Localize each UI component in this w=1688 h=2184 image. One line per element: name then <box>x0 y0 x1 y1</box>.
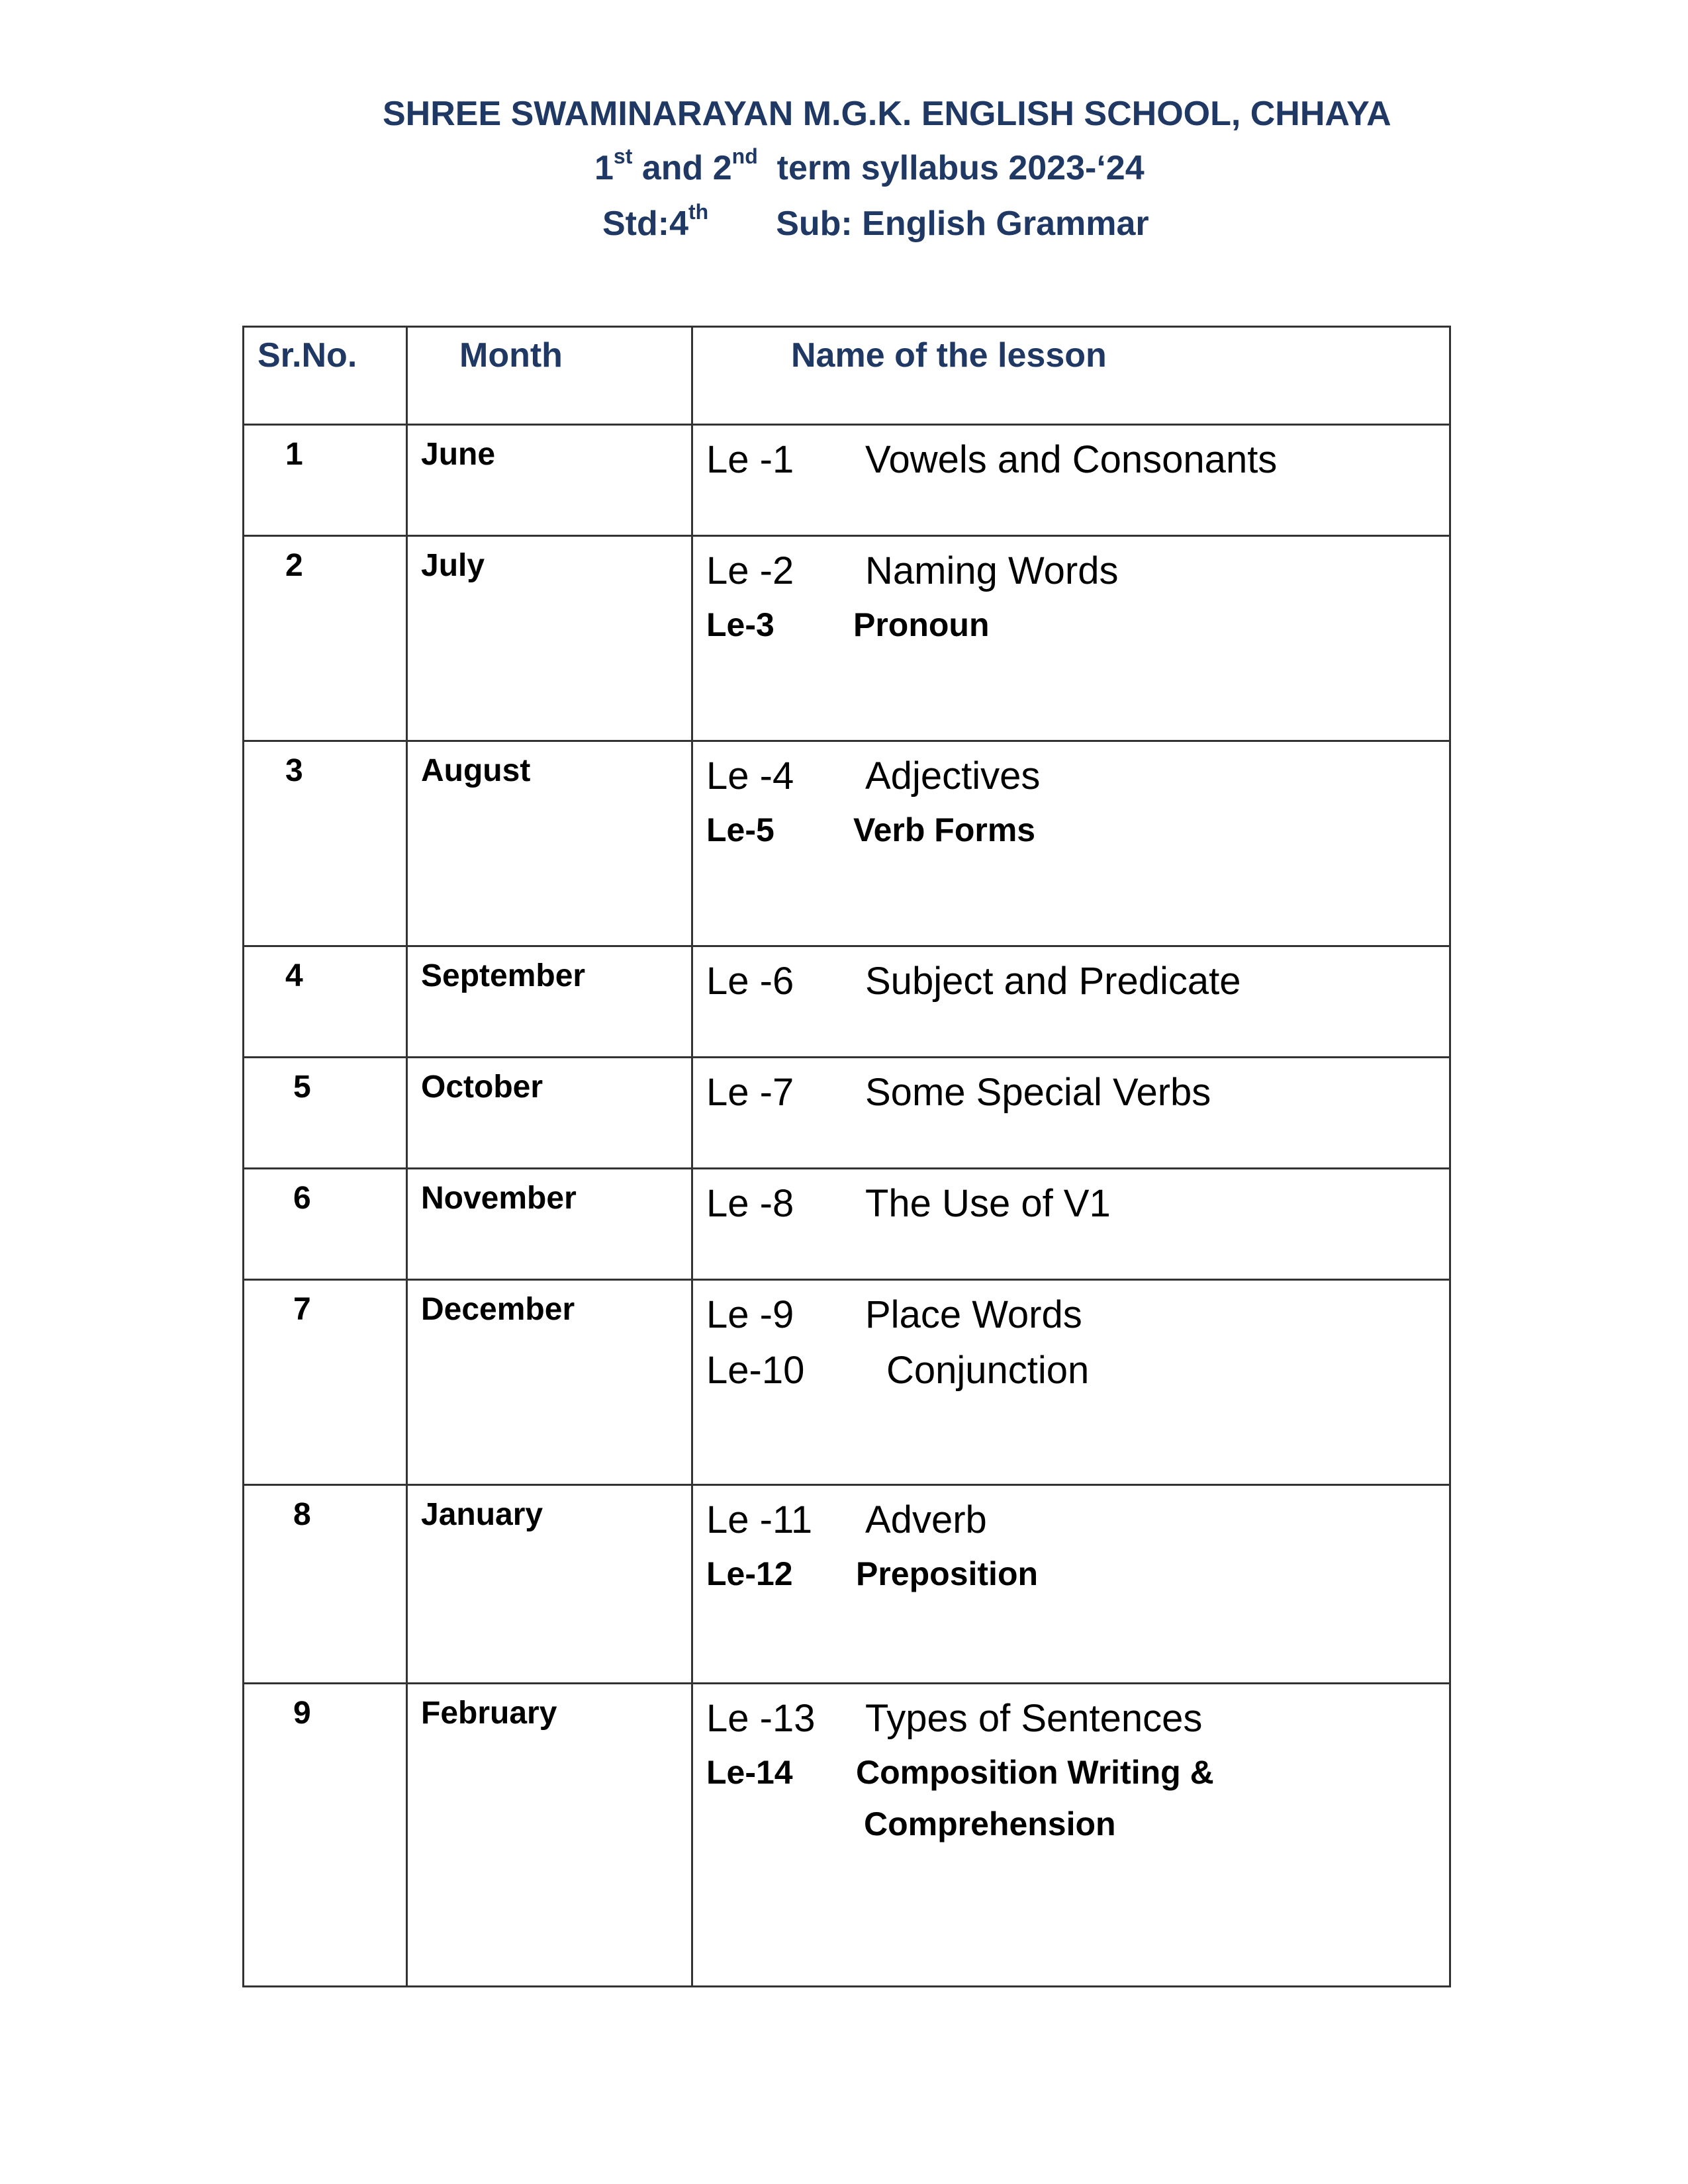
lesson-code: Le-3 <box>706 606 774 643</box>
lesson-code: Le-5 <box>706 811 774 848</box>
lesson-name: Adjectives <box>865 754 1041 797</box>
column-header-month: Month <box>407 327 692 425</box>
lesson-code: Le -2 <box>706 549 794 592</box>
lesson-name-line-2: Comprehension <box>864 1805 1116 1843</box>
lessons-cell <box>692 741 1450 946</box>
lesson-name: Subject and Predicate <box>865 960 1241 1003</box>
lesson-name: Conjunction <box>886 1349 1090 1392</box>
lesson-entry <box>706 1747 1449 1850</box>
lessons-cell <box>692 1485 1450 1684</box>
term-and-text: and 2 <box>632 149 732 187</box>
lesson-entry <box>706 599 1449 651</box>
lessons-cell <box>692 1169 1450 1280</box>
table-header-row <box>244 327 1450 425</box>
lessons-cell <box>692 425 1450 536</box>
sr-no-cell: 6 <box>244 1169 407 1280</box>
table-row <box>244 1485 1450 1684</box>
lesson-name: Some Special Verbs <box>865 1071 1211 1114</box>
lesson-entry <box>706 954 1449 1009</box>
table-row <box>244 425 1450 536</box>
lessons-cell <box>692 1684 1450 1987</box>
table-row <box>244 536 1450 741</box>
lesson-code: Le -7 <box>706 1071 794 1114</box>
sr-no-cell: 9 <box>244 1684 407 1987</box>
month-cell: June <box>407 425 692 536</box>
lesson-entry <box>706 749 1449 804</box>
month-cell: October <box>407 1058 692 1169</box>
lesson-name: The Use of V1 <box>865 1182 1111 1225</box>
lesson-name: Verb Forms <box>853 811 1036 848</box>
lesson-name: Pronoun <box>853 606 990 643</box>
month-cell: December <box>407 1280 692 1485</box>
lesson-name: Preposition <box>856 1555 1039 1592</box>
lesson-name: Naming Words <box>865 549 1119 592</box>
sr-no-cell: 3 <box>244 741 407 946</box>
table-row <box>244 1058 1450 1169</box>
lesson-code: Le -11 <box>706 1498 813 1541</box>
term-first-suffix: st <box>613 144 633 168</box>
standard-suffix: th <box>688 199 709 224</box>
lessons-cell <box>692 946 1450 1058</box>
lesson-code: Le -13 <box>706 1697 816 1740</box>
lesson-entry <box>706 1691 1449 1747</box>
lesson-entry <box>706 1065 1449 1120</box>
syllabus-table <box>242 326 1451 1987</box>
lesson-code: Le -9 <box>706 1293 794 1336</box>
lesson-entry <box>706 804 1449 856</box>
lesson-code: Le -6 <box>706 960 794 1003</box>
sr-no-cell: 8 <box>244 1485 407 1684</box>
standard-label: Std:4 <box>602 205 688 243</box>
lesson-code: Le -8 <box>706 1182 794 1225</box>
lesson-code: Le-14 <box>706 1754 793 1791</box>
sr-no-cell: 4 <box>244 946 407 1058</box>
month-cell: September <box>407 946 692 1058</box>
sr-no-cell: 2 <box>244 536 407 741</box>
lesson-entry <box>706 543 1449 599</box>
lesson-entry <box>706 1343 1449 1398</box>
lesson-code: Le-12 <box>706 1555 793 1592</box>
lesson-code: Le-10 <box>706 1349 805 1392</box>
school-name <box>383 93 1391 135</box>
sr-no-cell: 1 <box>244 425 407 536</box>
lessons-cell <box>692 536 1450 741</box>
lesson-name <box>856 1747 1214 1850</box>
month-cell: November <box>407 1169 692 1280</box>
month-cell: July <box>407 536 692 741</box>
standard-subject-line <box>602 199 1149 245</box>
school-name-text: SHREE SWAMINARAYAN M.G.K. ENGLISH SCHOOL, CHHAYA <box>383 95 1391 133</box>
column-header-lesson: Name of the lesson <box>692 327 1450 425</box>
table-row <box>244 1169 1450 1280</box>
term-first-number: 1 <box>594 149 614 187</box>
table-row <box>244 1684 1450 1987</box>
lesson-code: Le -4 <box>706 754 794 797</box>
sr-no-cell: 7 <box>244 1280 407 1485</box>
lesson-code: Le -1 <box>706 438 794 481</box>
lesson-entry <box>706 432 1449 488</box>
lessons-cell <box>692 1280 1450 1485</box>
lesson-name: Vowels and Consonants <box>865 438 1278 481</box>
month-cell: January <box>407 1485 692 1684</box>
lesson-name-line-1: Composition Writing & <box>856 1754 1214 1791</box>
lesson-name: Place Words <box>865 1293 1082 1336</box>
lesson-entry <box>706 1548 1449 1600</box>
month-cell: February <box>407 1684 692 1987</box>
lessons-cell <box>692 1058 1450 1169</box>
lesson-name: Types of Sentences <box>865 1697 1203 1740</box>
lesson-name: Adverb <box>865 1498 987 1541</box>
lesson-entry <box>706 1287 1449 1343</box>
table-row <box>244 741 1450 946</box>
sr-no-cell: 5 <box>244 1058 407 1169</box>
lesson-entry <box>706 1176 1449 1232</box>
month-cell: August <box>407 741 692 946</box>
term-syllabus-text: term syllabus 2023-‘24 <box>757 149 1145 187</box>
column-header-sr-no: Sr.No. <box>244 327 407 425</box>
subject-label: Sub: English Grammar <box>776 205 1149 243</box>
term-syllabus-title <box>594 144 1145 189</box>
table-row <box>244 946 1450 1058</box>
table-row <box>244 1280 1450 1485</box>
term-second-suffix: nd <box>731 144 758 168</box>
lesson-entry <box>706 1492 1449 1548</box>
